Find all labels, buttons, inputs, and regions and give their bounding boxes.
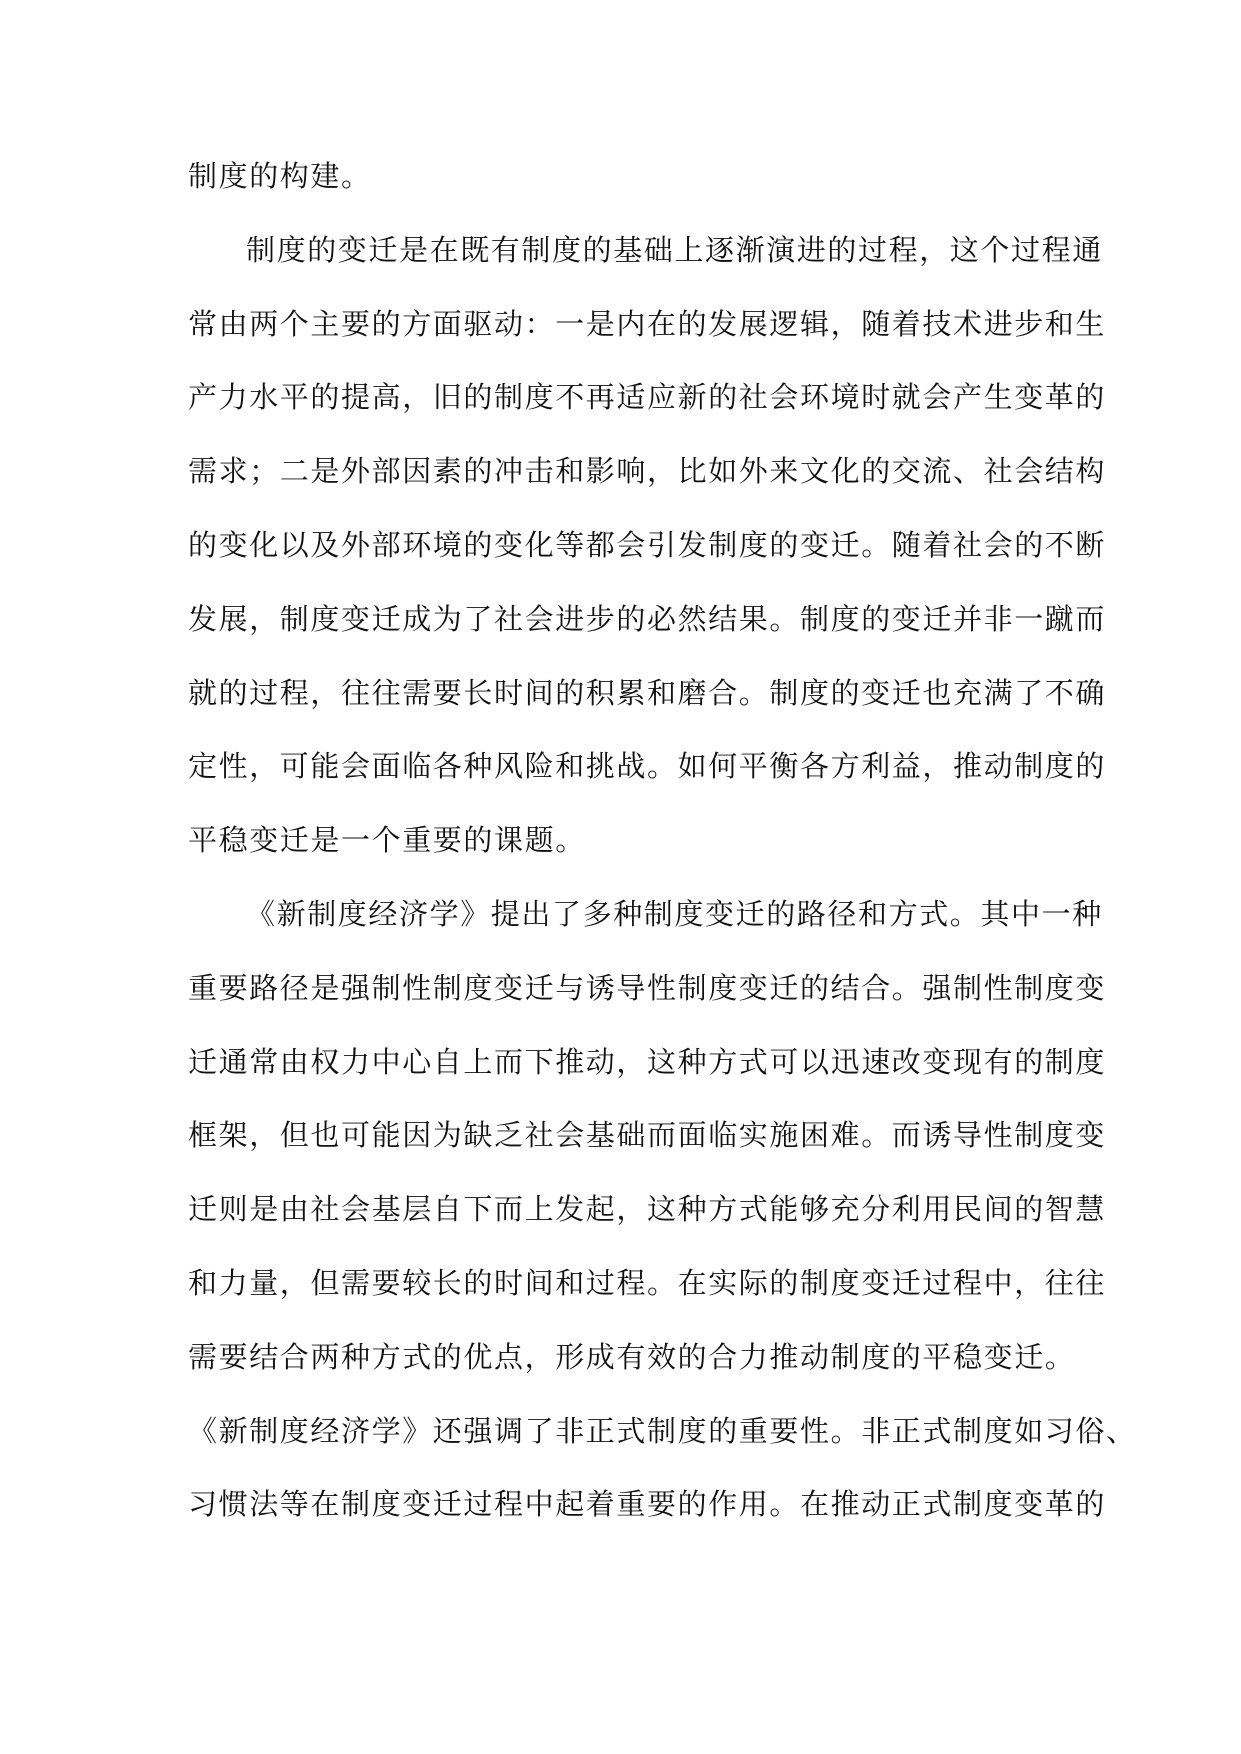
text-line: 需要结合两种方式的优点，形成有效的合力推动制度的平稳变迁。 — [188, 1339, 1076, 1374]
text-line: 需求；二是外部因素的冲击和影响，比如外来文化的交流、社会结构 — [188, 454, 1107, 489]
text-line: 和力量，但需要较长的时间和过程。在实际的制度变迁过程中，往往 — [188, 1265, 1107, 1300]
text-line: 框架，但也可能因为缺乏社会基础而面临实施困难。而诱导性制度变 — [188, 1118, 1107, 1153]
text-line: 就的过程，往往需要长时间的积累和磨合。制度的变迁也充满了不确 — [188, 675, 1107, 710]
paragraph-first-line: 制度的变迁是在既有制度的基础上逐渐演进的过程，这个过程通 — [246, 232, 1103, 267]
document-body — [188, 140, 1137, 1542]
text-line: 发展，制度变迁成为了社会进步的必然结果。制度的变迁并非一蹴而 — [188, 601, 1107, 636]
text-line: 平稳变迁是一个重要的课题。 — [188, 823, 586, 858]
text-line: 产力水平的提高，旧的制度不再适应新的社会环境时就会产生变革的 — [188, 380, 1107, 415]
paragraph-first-line: 《新制度经济学》提出了多种制度变迁的路径和方式。其中一种 — [246, 896, 1103, 931]
text-line: 重要路径是强制性制度变迁与诱导性制度变迁的结合。强制性制度变 — [188, 970, 1107, 1005]
text-line: 制度的构建。 — [188, 159, 372, 193]
text-line: 《新制度经济学》还强调了非正式制度的重要性。非正式制度如习俗、 — [188, 1413, 1137, 1448]
text-line: 迁则是由社会基层自下而上发起，这种方式能够充分利用民间的智慧 — [188, 1192, 1107, 1227]
text-line: 常由两个主要的方面驱动：一是内在的发展逻辑，随着技术进步和生 — [188, 306, 1107, 341]
text-line: 定性，可能会面临各种风险和挑战。如何平衡各方利益，推动制度的 — [188, 749, 1107, 784]
text-line: 的变化以及外部环境的变化等都会引发制度的变迁。随着社会的不断 — [188, 527, 1107, 562]
text-line: 迁通常由权力中心自上而下推动，这种方式可以迅速改变现有的制度 — [188, 1044, 1107, 1079]
text-line: 习惯法等在制度变迁过程中起着重要的作用。在推动正式制度变革的 — [188, 1487, 1107, 1522]
